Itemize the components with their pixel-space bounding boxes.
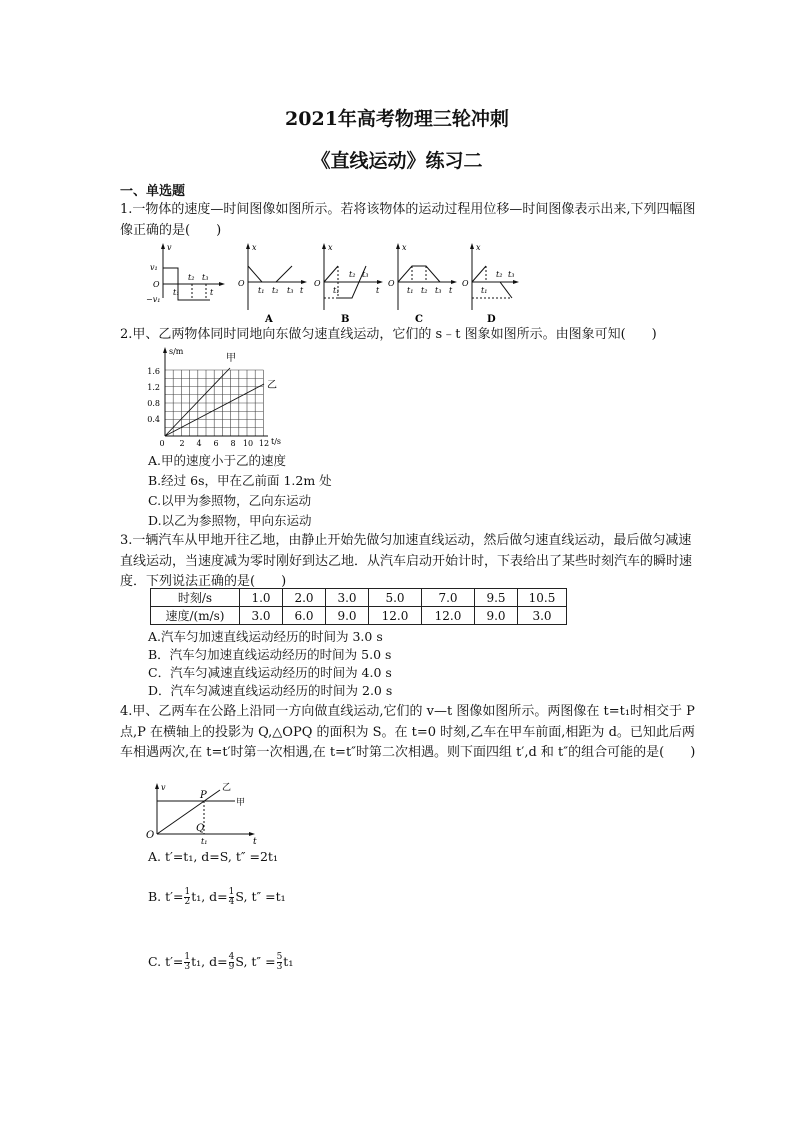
q2-ytick: 1.2 <box>147 383 160 392</box>
q1-label-C: C <box>415 314 423 325</box>
q4-v-label: v <box>161 783 166 792</box>
q2-option-A: A.甲的速度小于乙的速度 <box>148 453 287 468</box>
q2-xtick: 6 <box>213 439 219 448</box>
fraction: $\frac{4}{9}$ <box>228 952 235 972</box>
svg-text:t₂: t₂ <box>272 286 279 295</box>
q2-st-chart <box>140 344 300 450</box>
fraction: $\frac{1}{4}$ <box>228 887 235 907</box>
q3-option-D: D．汽车匀减速直线运动经历的时间为 2.0 s <box>148 683 393 698</box>
svg-text:x: x <box>328 243 333 252</box>
svg-text:t₃: t₃ <box>508 270 515 279</box>
q2-series-jia: 甲 <box>226 353 236 364</box>
table-cell: 9.0 <box>475 607 518 625</box>
q2-xtick: 10 <box>242 439 254 448</box>
svg-text:x: x <box>402 243 407 252</box>
q1-graphs-svg <box>140 240 520 326</box>
svg-text:t₂: t₂ <box>496 270 503 279</box>
svg-text:t: t <box>300 286 304 295</box>
q2-option-B: B.经过 6s，甲在乙前面 1.2m 处 <box>148 473 332 488</box>
q2-xlabel: t/s <box>271 437 282 446</box>
q4-O-label: O <box>146 830 155 841</box>
table-cell: 3.0 <box>240 607 283 625</box>
table-cell: 6.0 <box>283 607 326 625</box>
q4-option-C: C. t′= $\frac{1}{3}$ t₁, d= $\frac{4}{9}$ S, t″ = $\frac{5}{3}$ t₁ <box>148 952 294 972</box>
page-title: 2021年高考物理三轮冲刺 <box>285 108 509 130</box>
q4-option-A: A. t′=t₁, d=S, t″ =2t₁ <box>148 849 278 864</box>
q4-t-label: t <box>253 837 257 846</box>
question-4: 4.甲、乙两车在公路上沿同一方向做直线运动,它们的 v—t 图像如图所示。两图像在 t=t₁时相交于 P 点,P 在横轴上的投影为 Q,△OPQ 的面积为 S。在 t=0 时刻,乙车在甲车前面,相距为 d。已知此后两车相遇两次,在 t=t′时第一次相遇,在 t=t″时第二次相遇。则下面四组 t′,d 和 t″的组合可能的是( ) <box>120 704 696 760</box>
q4-t1-label: t₁ <box>201 837 208 846</box>
q1-label-B: B <box>341 314 350 325</box>
table-cell: 1.0 <box>240 589 283 607</box>
table-cell: 3.0 <box>326 589 369 607</box>
q2-xtick: 2 <box>179 439 185 448</box>
q2-xtick: 8 <box>230 439 236 448</box>
q4-P-label: P <box>200 790 207 801</box>
svg-text:t₁: t₁ <box>407 286 414 295</box>
q1-option-labels <box>264 314 496 325</box>
svg-text:t₁: t₁ <box>173 288 180 297</box>
svg-text:O: O <box>388 279 395 288</box>
table-cell: 9.5 <box>475 589 518 607</box>
q4-vt-graph <box>140 780 260 846</box>
svg-text:−v₁: −v₁ <box>146 295 161 304</box>
fraction: $\frac{1}{2}$ <box>184 887 191 907</box>
svg-text:t₁: t₁ <box>258 286 265 295</box>
q4-jia-label: 甲 <box>236 798 246 808</box>
q2-option-C: C.以甲为参照物，乙向东运动 <box>148 493 312 508</box>
q2-ytick: 0.8 <box>147 399 160 408</box>
svg-text:O: O <box>238 279 245 288</box>
q3-option-A: A.汽车匀加速直线运动经历的时间为 3.0 s <box>148 629 383 644</box>
q3-option-B: B．汽车匀加速直线运动经历的时间为 5.0 s <box>148 647 392 662</box>
q2-option-D: D.以乙为参照物，甲向东运动 <box>148 513 312 528</box>
question-3: 3.一辆汽车从甲地开往乙地，由静止开始先做匀加速直线运动，然后做匀速直线运动，最后做匀减速直线运动，当速度减为零时刚好到达乙地．从汽车启动开始计时，下表给出了某些时刻汽车的瞬时速度．下列说法正确的是( ) <box>120 533 693 589</box>
page-subtitle: 《直线运动》练习二 <box>311 150 483 172</box>
svg-text:x: x <box>252 243 257 252</box>
q4-Q-label: Q <box>196 823 205 834</box>
q2-ylabel: s/m <box>169 347 184 356</box>
fraction: $\frac{5}{3}$ <box>276 952 283 972</box>
svg-text:t₃: t₃ <box>287 286 294 295</box>
table-cell: 2.0 <box>283 589 326 607</box>
question-2: 2.甲、乙两物体同时同地向东做匀速直线运动，它们的 s﹣t 图象如图所示。由图象可知( ) <box>120 327 657 342</box>
table-row <box>151 607 567 625</box>
svg-text:t: t <box>376 286 380 295</box>
svg-text:t₁: t₁ <box>481 286 488 295</box>
q1-graph-D <box>462 243 519 310</box>
q4-line-yi <box>157 790 220 834</box>
svg-text:O: O <box>314 279 321 288</box>
table-cell: 12.0 <box>422 607 475 625</box>
q4-option-B: B. t′= $\frac{1}{2}$ t₁, d= $\frac{1}{4}$ S, t″ =t₁ <box>148 887 286 907</box>
svg-text:t₁: t₁ <box>333 286 340 295</box>
svg-text:O: O <box>153 280 160 289</box>
table-cell: 3.0 <box>518 607 567 625</box>
q3-option-C: C．汽车匀减速直线运动经历的时间为 4.0 s <box>148 665 392 680</box>
q1-graph-A <box>238 243 307 310</box>
svg-text:t₂: t₂ <box>188 273 195 282</box>
q2-line-yi <box>165 384 264 436</box>
svg-text:t: t <box>210 288 214 297</box>
q1-label-D: D <box>487 314 496 325</box>
table-cell: 5.0 <box>369 589 422 607</box>
q1-figures <box>140 240 520 330</box>
svg-text:t₃: t₃ <box>202 273 209 282</box>
q3-table <box>150 588 567 625</box>
svg-text:v: v <box>167 243 172 252</box>
table-row <box>151 589 567 607</box>
section-heading: 一、单选题 <box>120 184 186 199</box>
q2-chart <box>140 344 300 454</box>
q1-graph-C <box>388 243 457 310</box>
q4-yi-label: 乙 <box>222 783 232 793</box>
svg-text:x: x <box>476 243 481 252</box>
q2-xtick: 0 <box>159 439 165 448</box>
svg-text:t₂: t₂ <box>349 270 356 279</box>
table-header-cell: 时刻/s <box>151 589 240 607</box>
q1-label-A: A <box>265 314 273 325</box>
q2-xtick: 12 <box>258 439 270 448</box>
svg-text:t: t <box>449 286 453 295</box>
q2-series-yi: 乙 <box>267 380 277 391</box>
svg-text:O: O <box>462 279 469 288</box>
table-cell: 10.5 <box>518 589 567 607</box>
svg-text:t₃: t₃ <box>362 270 369 279</box>
table-cell: 9.0 <box>326 607 369 625</box>
svg-text:t₂: t₂ <box>421 286 428 295</box>
table-cell: 7.0 <box>422 589 475 607</box>
svg-text:v₁: v₁ <box>150 263 158 272</box>
table-cell: 12.0 <box>369 607 422 625</box>
q2-ytick: 0.4 <box>147 415 160 424</box>
q1-graph-B <box>314 243 383 310</box>
q4-figure <box>140 780 260 850</box>
q1-vt-graph <box>146 243 225 304</box>
fraction: $\frac{1}{3}$ <box>184 952 191 972</box>
table-header-cell: 速度/(m/s) <box>151 607 240 625</box>
q2-xtick: 4 <box>196 439 202 448</box>
question-1: 1.一物体的速度—时间图像如图所示。若将该物体的运动过程用位移—时间图像表示出来,下列四幅图像正确的是( ) <box>120 202 696 238</box>
svg-text:t₃: t₃ <box>435 286 442 295</box>
q2-ytick: 1.6 <box>147 367 160 376</box>
